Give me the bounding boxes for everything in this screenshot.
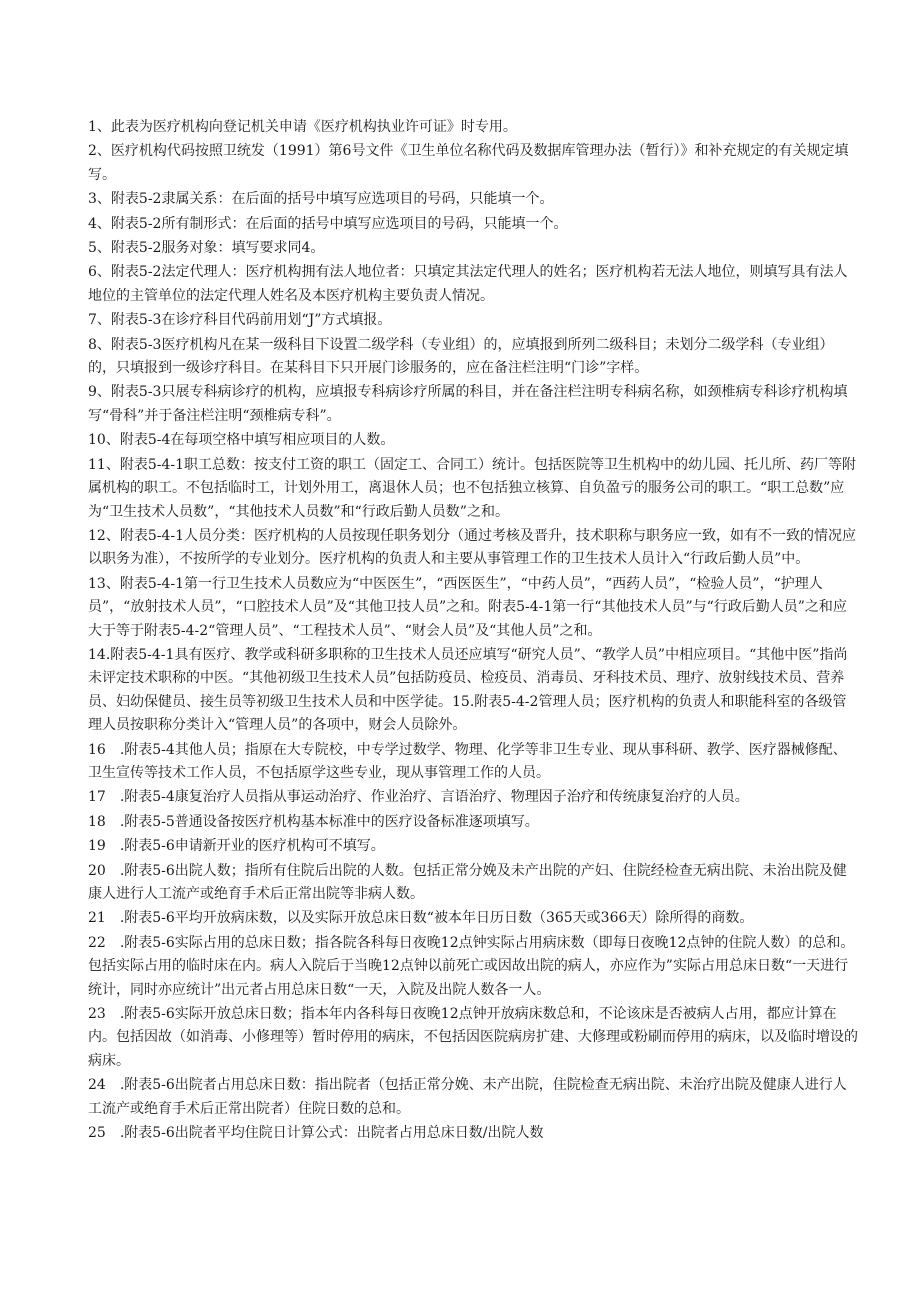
- instruction-item-8: [88, 334, 858, 381]
- instruction-item-5: [88, 237, 858, 260]
- instruction-text: 18 .附表5-5普通设备按医疗机构基本标准中的医疗设备标准逐项填写。: [88, 813, 539, 830]
- instruction-text: 19 .附表5-6申请新开业的医疗机构可不填写。: [88, 838, 385, 855]
- instruction-item-16: [88, 739, 858, 786]
- instruction-item-9: [88, 381, 858, 428]
- instruction-text: 3、附表5-2隶属关系：在后面的括号中填写应选项目的号码，只能填一个。: [88, 191, 554, 208]
- instruction-text: 8、附表5-3医疗机构凡在某一级科目下设置二级学科（专业组）的，应填报到所列二级科目；未划分二级学科（专业组）的，只填报到一级诊疗科目。在某科目下只开展门诊服务的，应在备注栏注明“门诊”字样。: [88, 336, 834, 377]
- instruction-item-6: [88, 261, 858, 308]
- instruction-text: 5、附表5-2服务对象：填写要求同4。: [88, 240, 325, 257]
- instruction-item-11: [88, 454, 858, 524]
- instruction-text: 17 .附表5-4康复治疗人员指从事运动治疗、作业治疗、言语治疗、物理因子治疗和传统康复治疗的人员。: [88, 789, 749, 806]
- instruction-item-23: [88, 1003, 858, 1073]
- instruction-item-7: [88, 309, 858, 332]
- instruction-item-21: [88, 907, 858, 930]
- instruction-text: 9、附表5-3只展专科病诊疗的机构，应填报专科病诊疗所属的科目，并在备注栏注明专科病名称，如颈椎病专科诊疗机构填写“骨科”并于备注栏注明“颈椎病专科”。: [88, 384, 848, 424]
- instruction-text: 1、此表为医疗机构向登记机关申请《医疗机构执业许可证》时专用。: [88, 119, 517, 135]
- instruction-text: 14.附表5-4-1具有医疗、教学或科研多职称的卫生技术人员还应填写“研究人员”、“教学人员”中相应项目。“其他中医”指尚未评定技术职称的中医。“其他初级卫生技术人员”包括防疫员、检疫员、消毒员、牙科技术员、理疗、放射线技术员、营养员、妇幼保健员、接生员等初级卫生技术人员和中医学徒。15.附表5-4-2管理人员；医疗机构的负责人和职能科室的各级管理人员按职称分类计入“管理人员”的各项中，财会人员除外。: [88, 646, 848, 734]
- instruction-text: 25 .附表5-6出院者平均住院日计算公式：出院者占用总床日数/出院人数: [88, 1125, 544, 1142]
- instruction-text: 21 .附表5-6平均开放病床数，以及实际开放总床日数“被本年日历日数（365天或366天）除所得的商数。: [88, 910, 754, 927]
- instruction-text: 23 .附表5-6实际开放总床日数；指本年内各科每日夜晚12点钟开放病床数总和，不论该床是否被病人占用，都应计算在内。包括因故（如消毒、小修理等）暂时停用的病床，不包括因医院病房扩建、大修理或粉刷而停用的病床，以及临时增设的病床。: [88, 1006, 858, 1069]
- instruction-item-25: [88, 1122, 858, 1145]
- instruction-item-1: [88, 116, 858, 139]
- instruction-text: 4、附表5-2所有制形式：在后面的括号中填写应选项目的号码，只能填一个。: [88, 215, 568, 232]
- instruction-text: 6、附表5-2法定代理人：医疗机构拥有法人地位者：只填定其法定代理人的姓名；医疗机构若无法人地位，则填写具有法人地位的主管单位的法定代理人姓名及本医疗机构主要负责人情况。: [88, 264, 848, 304]
- instructions-document: [88, 116, 858, 1146]
- instruction-item-2: [88, 140, 858, 187]
- instruction-text: 16 .附表5-4其他人员；指原在大专院校，中专学过数学、物理、化学等非卫生专业、现从事科研、教学、医疗器械修配、卫生宣传等技术工作人员，不包括原学这些专业，现从事管理工作的人员。: [88, 741, 847, 781]
- instruction-text: 7、附表5-3在诊疗科目代码前用划“J”方式填报。: [88, 312, 392, 329]
- instruction-item-14: [88, 644, 858, 738]
- instruction-text: 13、附表5-4-1第一行卫生技术人员数应为“中医医生”，“西医医生”，“中药人员”，“西药人员”，“检验人员”，“护理人员”，“放射技术人员”，“口腔技术人员”及“其他卫技人员”之和。附表5-4-1第一行“其他技术人员”与“行政后勤人员”之和应大于等于附表5-4-2“管理人员”、“工程技术人员”、“财会人员”及“其他人员”之和。: [88, 575, 847, 639]
- instruction-item-4: [88, 213, 858, 236]
- instruction-item-24: [88, 1074, 858, 1121]
- instruction-item-12: [88, 525, 858, 572]
- instruction-text: 10、附表5-4在每项空格中填写相应项目的人数。: [88, 432, 395, 449]
- instruction-item-10: [88, 429, 858, 452]
- instruction-text: 12、附表5-4-1人员分类：医疗机构的人员按现任职务划分（通过考核及晋升，技术职称与职务应一致，如有不一致的情况应以职务为准），不按所学的专业划分。医疗机构的负责人和主要从事管理工作的卫生技术人员计入“行政后勤人员”中。: [88, 527, 856, 568]
- instruction-text: 22 .附表5-6实际占用的总床日数；指各院各科每日夜晚12点钟实际占用病床数（即每日夜晚12点钟的住院人数）的总和。包括实际占用的临时床在内。病人入院后于当晚12点钟以前死亡或因故出院的病人，亦应作为”实际占用总床日数“一天进行统计，同时亦应统计”出元者占用总床日数“一天，入院及出院人数各一人。: [88, 934, 855, 998]
- instruction-item-19: [88, 835, 858, 858]
- instruction-item-20: [88, 860, 858, 907]
- instruction-item-3: [88, 188, 858, 211]
- instruction-item-17: [88, 786, 858, 809]
- instruction-item-13: [88, 573, 858, 643]
- instruction-text: 2、医疗机构代码按照卫统发（1991）第6号文件《卫生单位名称代码及数据库管理办法（暂行）》和补充规定的有关规定填写。: [88, 143, 849, 183]
- instruction-text: 11、附表5-4-1职工总数：按支付工资的职工（固定工、合同工）统计。包括医院等卫生机构中的幼儿园、托儿所、药厂等附属机构的职工。不包括临时工，计划外用工，离退休人员；也不包括独立核算、自负盈亏的服务公司的职工。“职工总数”应为“卫生技术人员数”，“其他技术人员数”和“行政后勤人员数”之和。: [88, 456, 856, 520]
- instruction-text: 20 .附表5-6出院人数；指所有住院后出院的人数。包括正常分娩及未产出院的产妇、住院经检查无病出院、未治出院及健康人进行人工流产或绝育手术后正常出院等非病人数。: [88, 862, 847, 902]
- instruction-text: 24 .附表5-6出院者占用总床日数：指出院者（包括正常分娩、未产出院，住院检查无病出院、未治疗出院及健康人进行人工流产或绝育手术后正常出院者）住院日数的总和。: [88, 1077, 847, 1117]
- instruction-item-18: [88, 811, 858, 834]
- instruction-item-22: [88, 932, 858, 1002]
